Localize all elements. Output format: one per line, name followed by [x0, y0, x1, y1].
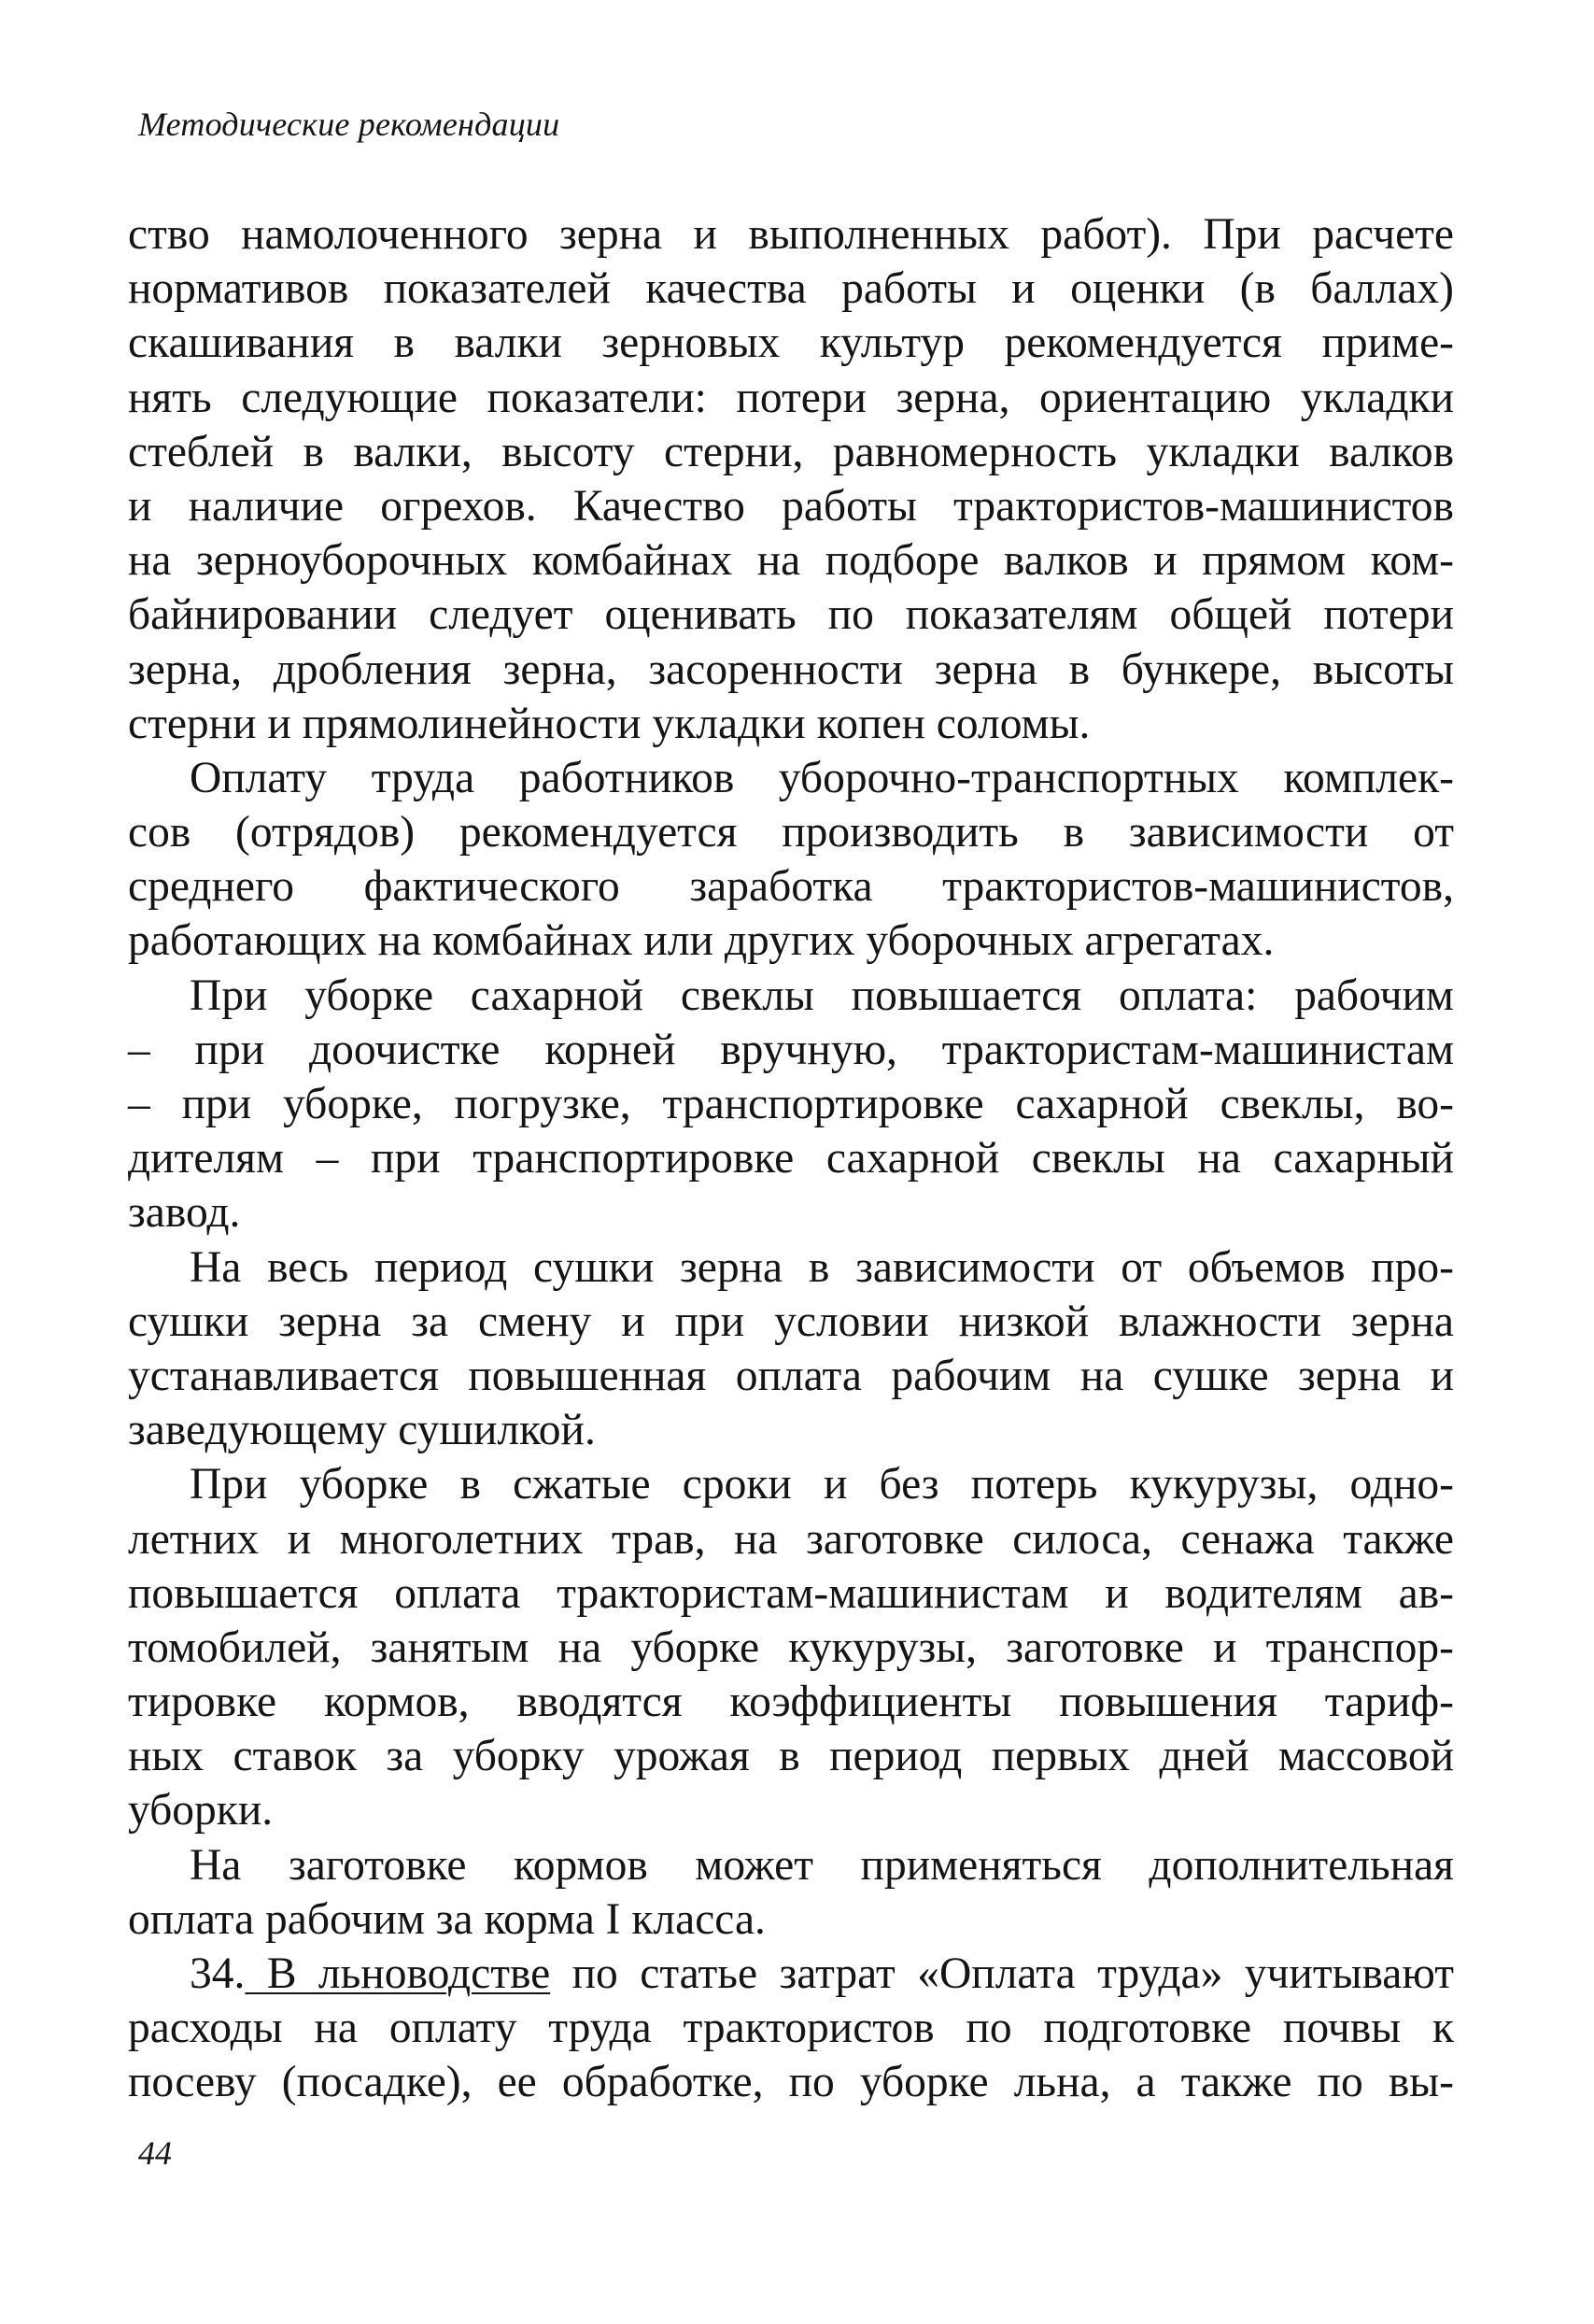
text-line: нормативов показателей качества работы и оценки (в баллах) [128, 264, 1454, 314]
text-line: нять следующие показатели: потери зерна, ориентацию укладки [128, 373, 1454, 422]
text-line: Оплату труда работников уборочно-транспортных комплек- [190, 753, 1454, 802]
page-number: 44 [138, 2134, 172, 2172]
text-line: повышается оплата трактористам-машинистам и водителям ав- [128, 1568, 1454, 1618]
text-line: сов (отрядов) рекомендуется производить в зависимости от [128, 808, 1454, 857]
text-line: стерни и прямолинейности укладки копен соломы. [128, 699, 1091, 748]
paragraph [128, 207, 1454, 751]
text-line: – при уборке, погрузке, транспортировке сахарной свеклы, во- [128, 1080, 1454, 1128]
paragraph [128, 1457, 1454, 1837]
text-line: на зерноуборочных комбайнах на подборе валков и прямом ком- [128, 536, 1454, 586]
text-line [128, 1947, 1454, 2001]
text-line: устанавливается повышенная оплата рабочим на сушке зерна и [128, 1351, 1454, 1400]
text-line: томобилей, занятым на уборке кукурузы, заготовке и транспор- [128, 1623, 1454, 1672]
text-line: сушки зерна за смену и при условии низкой влажности зерна [128, 1297, 1454, 1346]
text-line: На весь период сушки зерна в зависимости от объемов про- [190, 1242, 1454, 1292]
text-line: зерна, дробления зерна, засоренности зерна в бункере, высоты [128, 645, 1454, 694]
text-line: среднего фактического заработка трактористов-машинистов, [128, 862, 1454, 912]
text-line: заведующему сушилкой. [128, 1406, 596, 1455]
text-line: ство намолоченного зерна и выполненных работ). При расчете [128, 210, 1454, 259]
text-line: скашивания в валки зерновых культур рекомендуется приме- [128, 319, 1454, 368]
paragraph [128, 751, 1454, 969]
text-line: ных ставок за уборку урожая в период первых дней массовой [128, 1732, 1454, 1781]
numbered-item-34 [128, 1947, 1454, 2110]
text-line: дителям – при транспортировке сахарной свеклы на сахарный [128, 1134, 1454, 1183]
text-line: тировке кормов, вводятся коэффициенты повышения тариф- [128, 1678, 1454, 1727]
paragraph [128, 1240, 1454, 1458]
text-line: стеблей в валки, высоту стерни, равномерность укладки валков [128, 427, 1454, 476]
text-line: расходы на оплату труда трактористов по подготовке почвы к [128, 2004, 1454, 2053]
text-line: оплата рабочим за корма I класса. [128, 1894, 766, 1944]
text-line: завод. [128, 1188, 241, 1238]
text-line: уборки. [128, 1786, 274, 1835]
item-first-line-rest: по статье затрат «Оплата труда» учитывают [550, 1949, 1454, 1998]
paragraph [128, 1838, 1454, 1947]
running-title: Методические рекомендации [138, 106, 560, 143]
paragraph [128, 969, 1454, 1240]
text-line: посеву (посадке), ее обработке, по уборке льна, а также по вы- [128, 2058, 1454, 2107]
text-line: работающих на комбайнах или других уборочных агрегатах. [128, 916, 1275, 966]
item-number: 34. [190, 1949, 246, 1998]
text-line: На заготовке кормов может применяться дополнительная [190, 1840, 1454, 1890]
text-line: и наличие огрехов. Качество работы трактористов-машинистов [128, 481, 1454, 531]
text-line: При уборке в сжатые сроки и без потерь кукурузы, одно- [190, 1460, 1454, 1509]
text-line: – при доочистке корней вручную, трактористам-машинистам [128, 1025, 1454, 1074]
text-line: При уборке сахарной свеклы повышается оплата: рабочим [190, 971, 1454, 1020]
text-line: байнировании следует оценивать по показателям общей потери [128, 590, 1454, 640]
body-text [128, 207, 1454, 2110]
underlined-term: В льноводстве [245, 1949, 551, 1998]
text-line: летних и многолетних трав, на заготовке силоса, сенажа также [128, 1514, 1454, 1564]
